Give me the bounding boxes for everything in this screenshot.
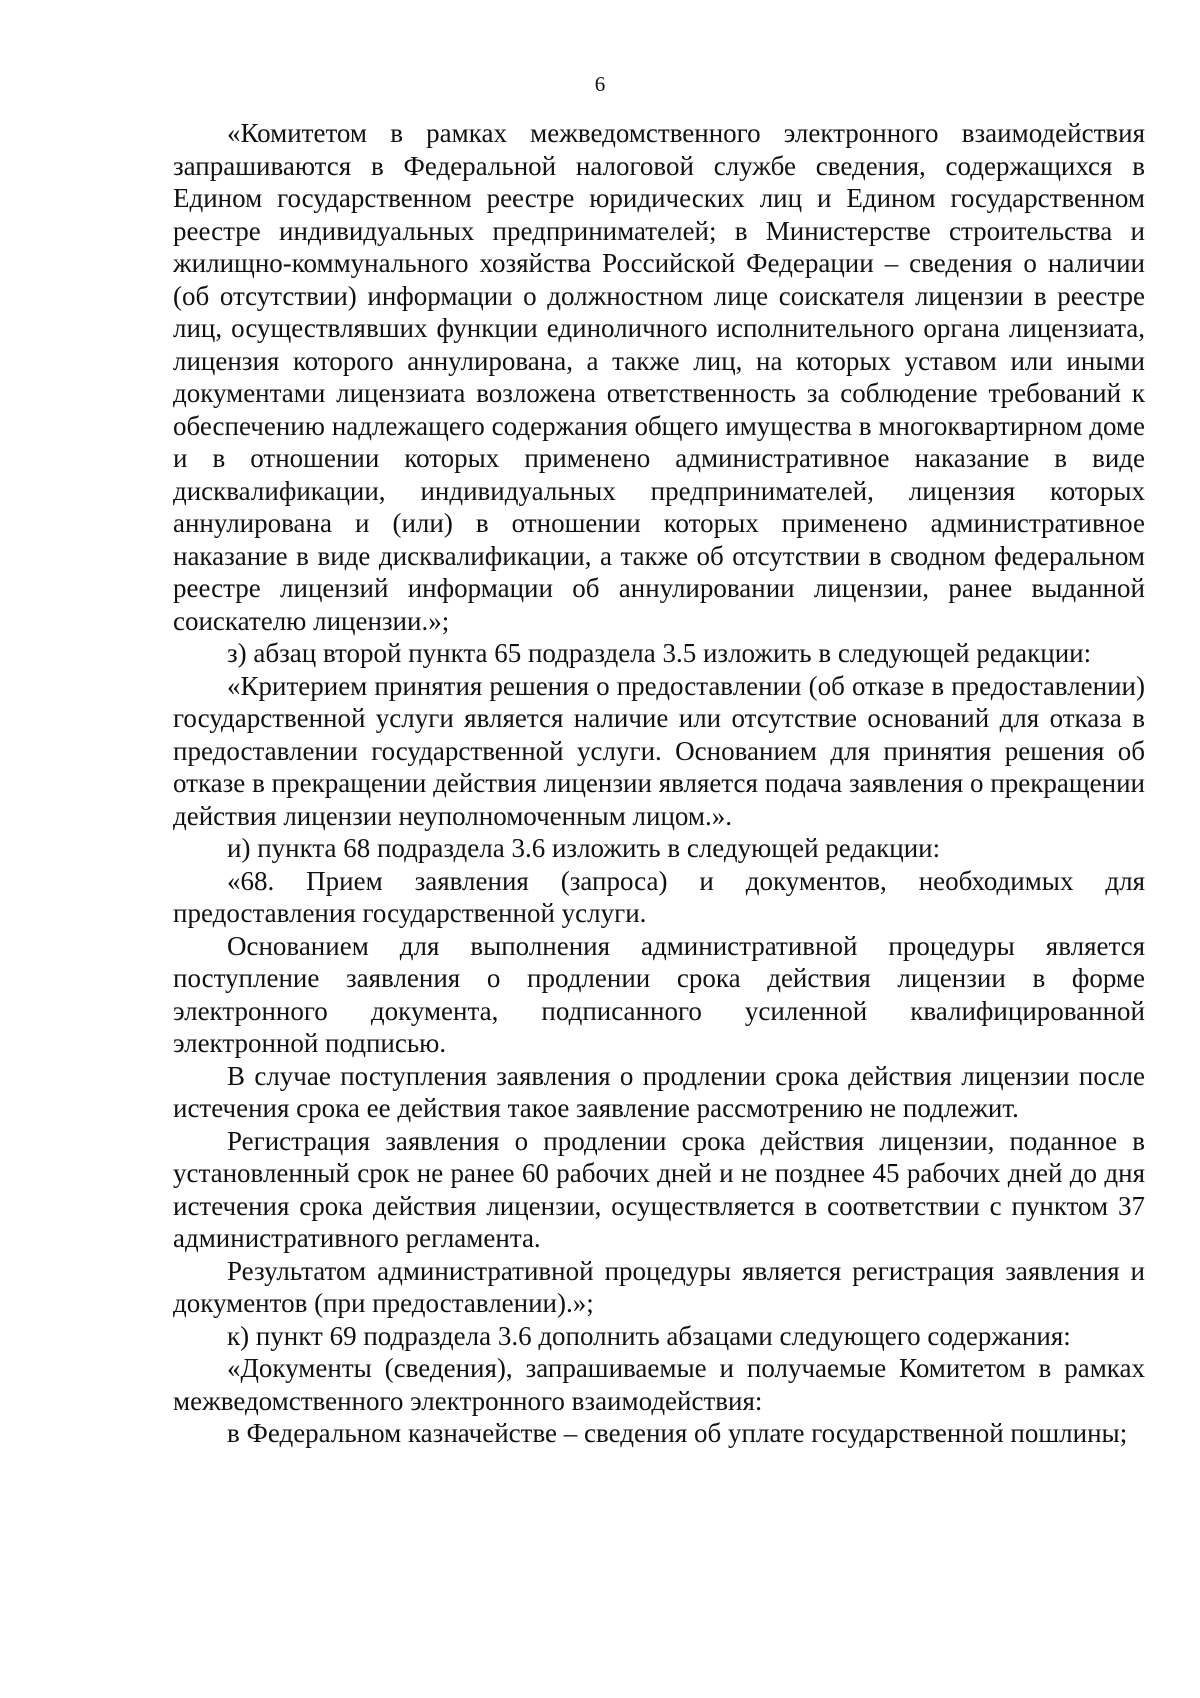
paragraph-procedure-basis: Основанием для выполнения административной процедуры является поступление заявления о продлении срока действия лицензии в форме электронного документа, подписанного усиленной квалифицированной электронной подписью. [173,930,1145,1058]
paragraph-item-k: к) пункт 69 подраздела 3.6 дополнить абзацами следующего содержания: [227,1320,1071,1351]
paragraph-late-application: В случае поступления заявления о продлении срока действия лицензии после истечения срока ее действия такое заявление рассмотрению не подлежит. [173,1060,1145,1123]
page-number: 6 [594,72,606,96]
paragraph-item-z: з) абзац второй пункта 65 подраздела 3.5 изложить в следующей редакции: [227,638,1092,668]
paragraph-procedure-result: Результатом административной процедуры является регистрация заявления и документов (при предоставлении).»; [173,1255,1145,1318]
paragraph-point-68: «68. Прием заявления (запроса) и документов, необходимых для предоставления государственной услуги. [173,865,1145,928]
paragraph-federal-treasury: в Федеральном казначействе – сведения об уплате государственной пошлины; [227,1418,1128,1448]
paragraph-registration: Регистрация заявления о продлении срока действия лицензии, поданное в установленный срок не ранее 60 рабочих дней и не позднее 45 рабочих дней до дня истечения срока действия лицензии, осуществляется в соответствии с пунктом 37 административного регламента. [173,1125,1145,1253]
document-body [173,117,1145,1450]
paragraph-interagency-requests: «Комитетом в рамках межведомственного электронного взаимодействия запрашиваются в Федеральной налоговой службе сведения, содержащихся в Едином государственном реестре юридических лиц и Едином государственном реестре индивидуальных предпринимателей; в Министерстве строительства и жилищно-коммунального хозяйства Российской Федерации – сведения о наличии (об отсутствии) информации о должностном лице соискателя лицензии в реестре лиц, осуществлявших функции единоличного исполнительного органа лицензиата, лицензия которого аннулирована, а также лиц, на которых уставом или иными документами лицензиата возложена ответственность за соблюдение требований к обеспечению надлежащего содержания общего имущества в многоквартирном доме и в отношении которых применено административное наказание в виде дисквалификации, индивидуальных предпринимателей, лицензия которых аннулирована и (или) в отношении которых применено административное наказание в виде дисквалификации, а также об отсутствии в сводном федеральном реестре лицензий информации об аннулировании лицензии, ранее выданной соискателю лицензии.»; [173,118,1145,636]
paragraph-item-i: и) пункта 68 подраздела 3.6 изложить в следующей редакции: [227,833,941,863]
paragraph-requested-documents: «Документы (сведения), запрашиваемые и получаемые Комитетом в рамках межведомственного электронного взаимодействия: [173,1353,1145,1416]
paragraph-decision-criterion: «Критерием принятия решения о предоставлении (об отказе в предоставлении) государственной услуги является наличие или отсутствие оснований для отказа в предоставлении государственной услуги. Основанием для принятия решения об отказе в прекращении действия лицензии является подача заявления о прекращении действия лицензии неуполномоченным лицом.». [173,670,1145,831]
